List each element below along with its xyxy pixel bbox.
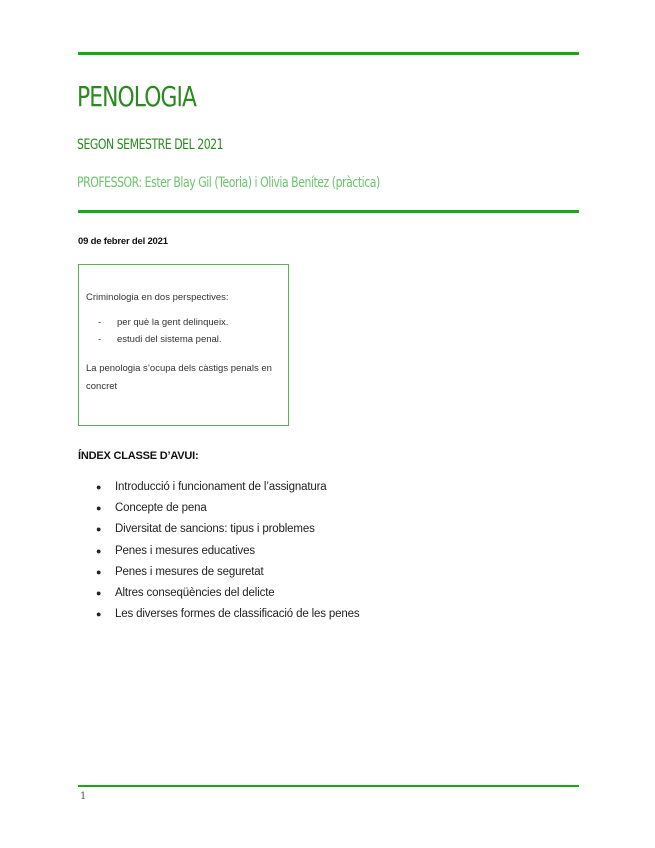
bullet-icon: ●: [96, 482, 102, 492]
note-outro: La penologia s’ocupa dels càstigs penals en concret: [86, 363, 272, 392]
dash-marker: -: [98, 334, 102, 345]
note-list: [86, 316, 228, 350]
index-list-item: [96, 587, 360, 608]
header-bottom-rule: [78, 210, 579, 213]
index-item-text: Altres conseqüències del delicte: [115, 586, 275, 599]
dash-marker: -: [98, 317, 102, 328]
index-item-text: Concepte de pena: [115, 502, 207, 515]
note-box: [78, 264, 289, 426]
note-list-item-text: estudi del sistema penal.: [117, 334, 222, 345]
index-list-item: [96, 523, 360, 544]
class-date: 09 de febrer del 2021: [78, 236, 168, 247]
note-list-item-text: per què la gent delinqueix.: [117, 317, 229, 328]
bullet-icon: ●: [96, 524, 102, 535]
index-list-item: [96, 608, 360, 629]
index-item-text: Diversitat de sancions: tipus i problemes: [115, 523, 315, 536]
bullet-icon: ●: [96, 609, 102, 620]
index-list: [96, 481, 360, 629]
index-list-item: [96, 481, 360, 502]
header-top-rule: [78, 52, 579, 55]
index-heading: ÍNDEX CLASSE D’AVUI:: [78, 450, 199, 462]
index-item-text: Penes i mesures de seguretat: [115, 565, 264, 578]
bullet-icon: ●: [96, 566, 102, 577]
page-number: 1: [80, 791, 87, 802]
index-item-text: Introducció i funcionament de l’assignatura: [115, 481, 327, 493]
footer-rule: [78, 785, 579, 787]
note-list-item: [86, 333, 228, 350]
index-item-text: Penes i mesures educatives: [115, 544, 255, 557]
document-title: PENOLOGIA: [77, 80, 196, 113]
bullet-icon: ●: [96, 503, 102, 514]
note-intro: Criminologia en dos perspectives:: [86, 292, 229, 303]
index-list-item: [96, 545, 360, 566]
bullet-icon: ●: [96, 545, 102, 556]
index-list-item: [96, 502, 360, 523]
note-list-item: [86, 316, 228, 333]
professor-line: PROFESSOR: Ester Blay Gil (Teoria) i Olivia Benítez (pràctica): [77, 175, 380, 191]
index-item-text: Les diverses formes de classificació de les penes: [115, 608, 360, 621]
bullet-icon: ●: [96, 587, 102, 598]
index-list-item: [96, 566, 360, 587]
document-subtitle: SEGON SEMESTRE DEL 2021: [77, 137, 224, 153]
